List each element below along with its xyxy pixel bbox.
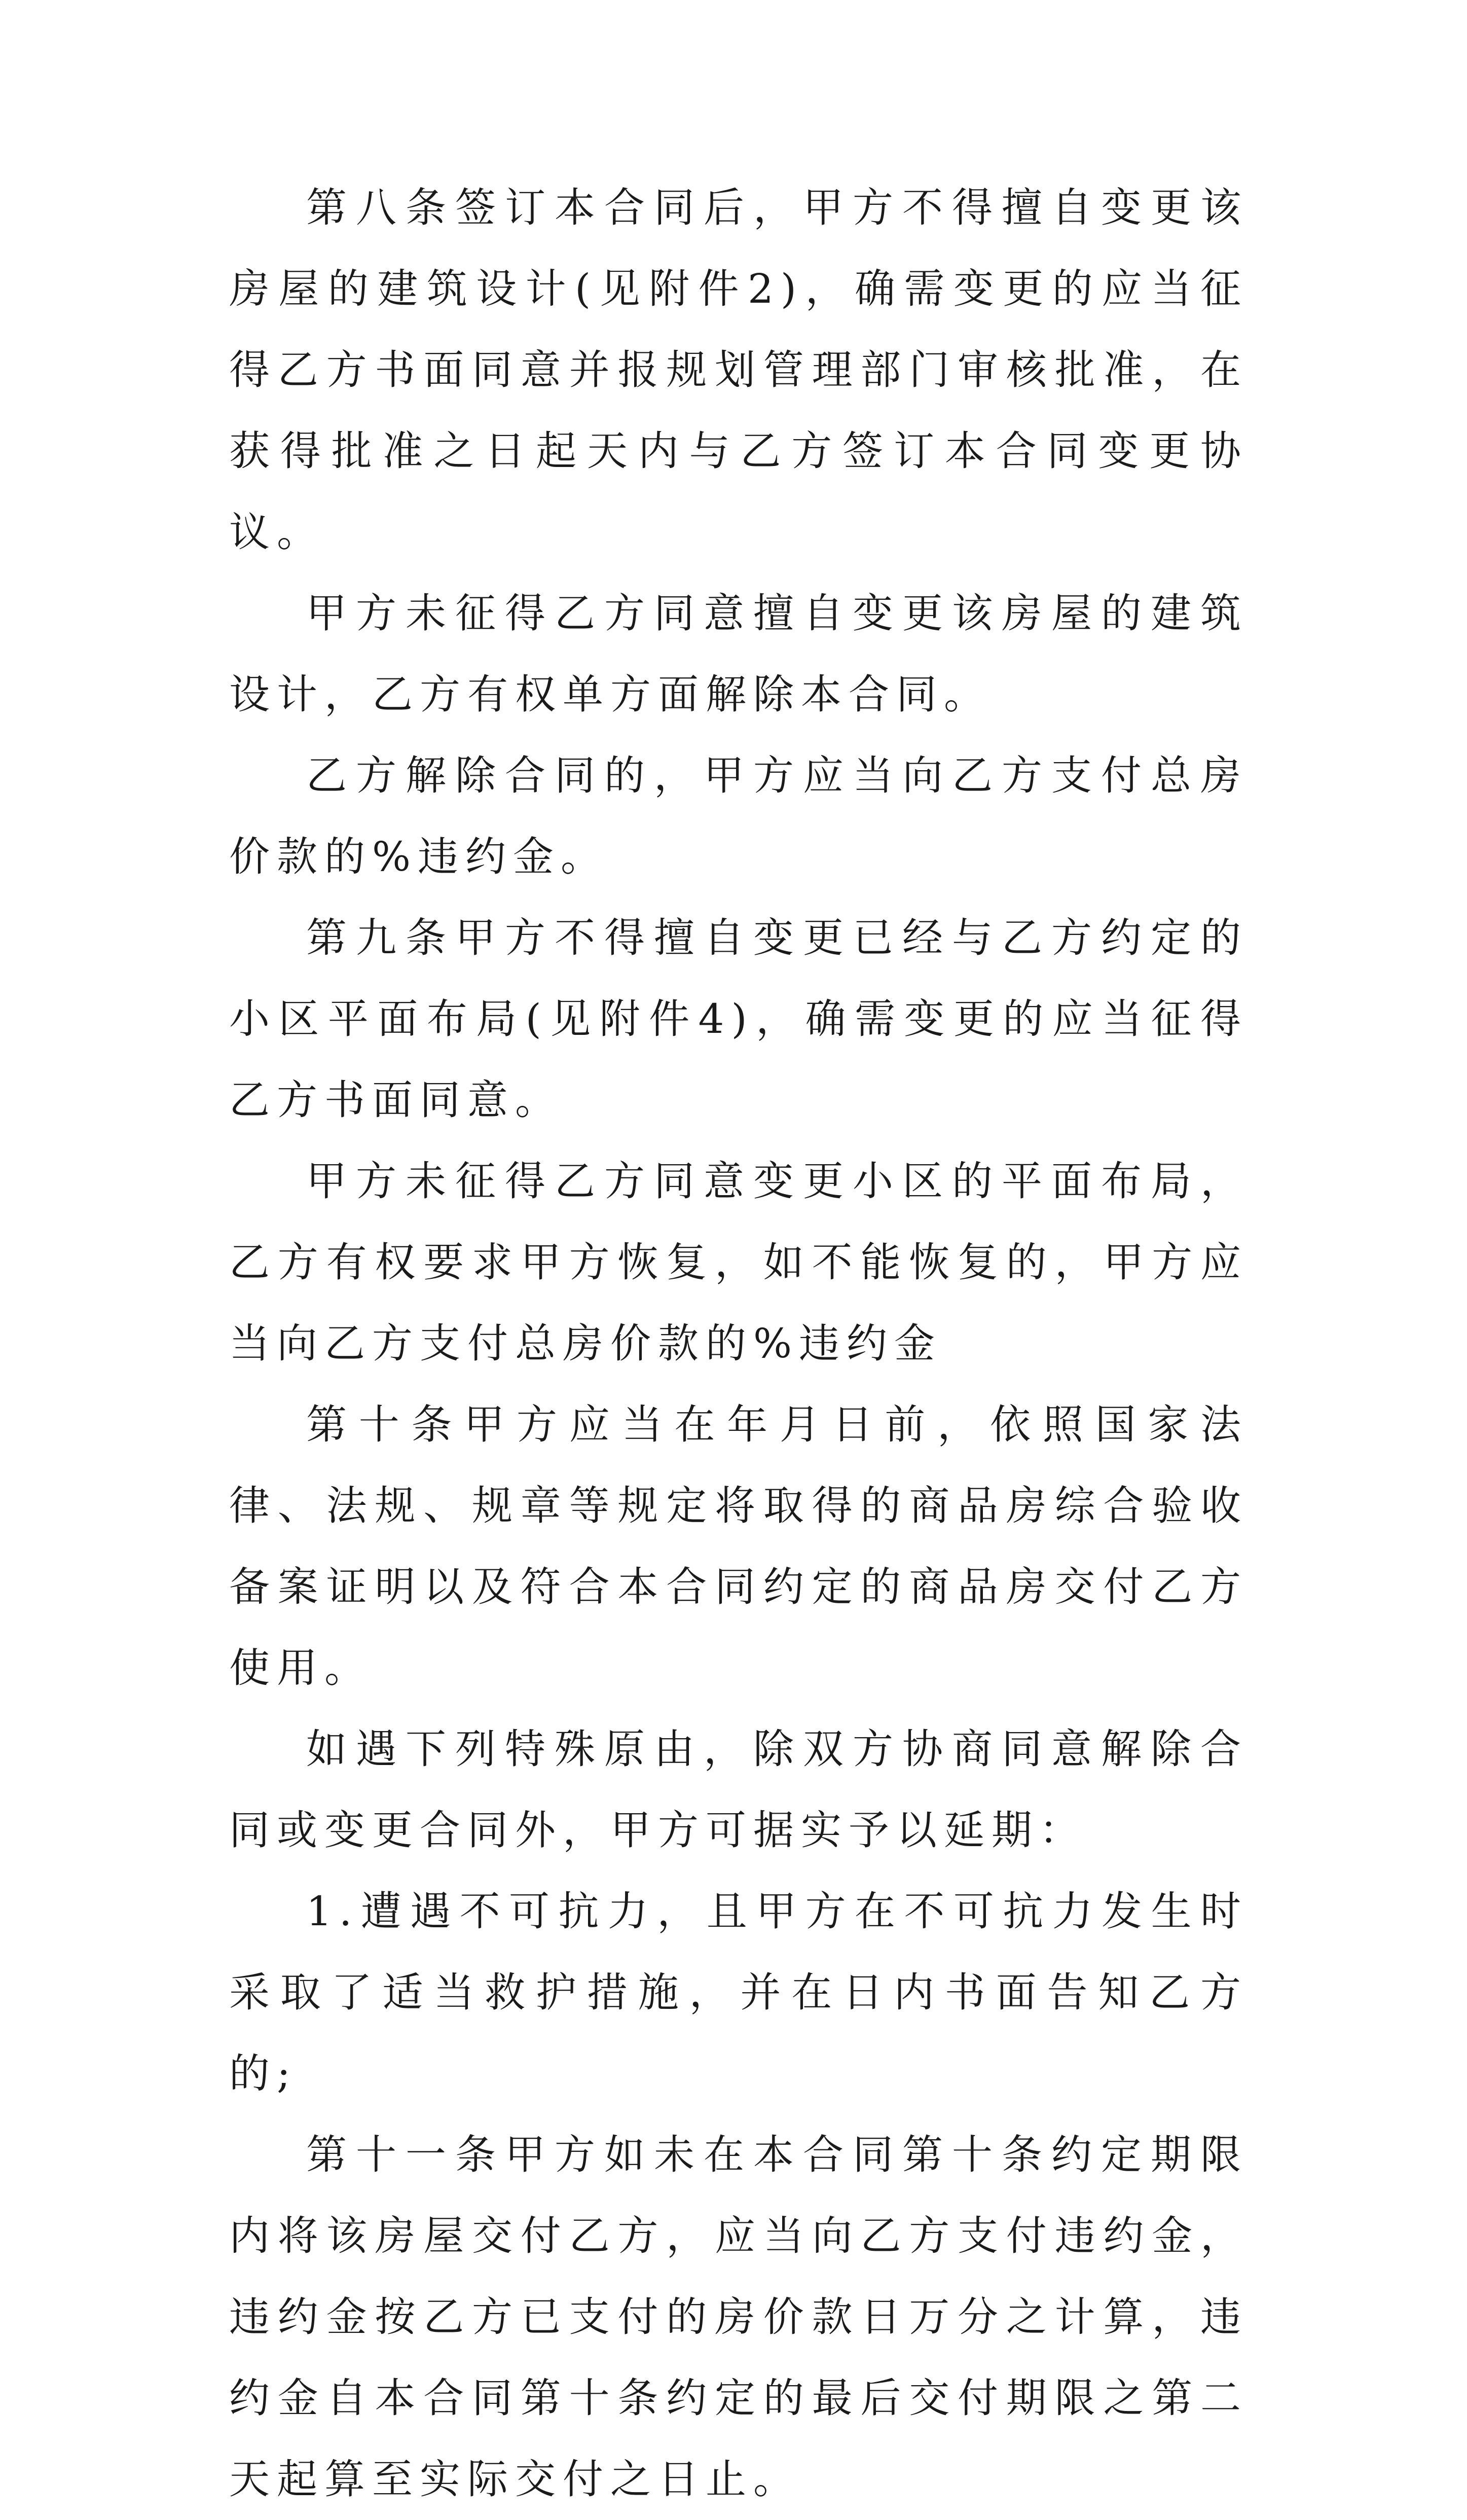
- paragraph-unilateral-termination: 甲方未征得乙方同意擅自变更该房屋的建筑设计，乙方有权单方面解除本合同。: [229, 590, 1248, 718]
- document-body: [229, 167, 1248, 2520]
- paragraph-article-11: 第十一条甲方如未在本合同第十条约定期限内将该房屋交付乙方，应当向乙方支付违约金，违约金按乙方已支付的房价款日万分之计算，违约金自本合同第十条约定的最后交付期限之第二天起算至实际交付之日止。: [229, 2131, 1248, 2503]
- paragraph-force-majeure: 1.遭遇不可抗力，且甲方在不可抗力发生时采取了适当救护措施，并在日内书面告知乙方的;: [229, 1888, 1248, 2097]
- paragraph-article-8: 第八条签订本合同后，甲方不得擅自变更该房屋的建筑设计(见附件2)，确需变更的应当征得乙方书面同意并报规划管理部门审核批准，在获得批准之日起天内与乙方签订本合同变更协议。: [229, 184, 1248, 556]
- paragraph-article-10: 第十条甲方应当在年月日前，依照国家法律、法规、规章等规定将取得的商品房综合验收备案证明以及符合本合同约定的商品房交付乙方使用。: [229, 1401, 1248, 1691]
- paragraph-special-reasons: 如遇下列特殊原由，除双方协商同意解除合同或变更合同外，甲方可据实予以延期：: [229, 1725, 1248, 1854]
- paragraph-layout-restoration: 甲方未征得乙方同意变更小区的平面布局，乙方有权要求甲方恢复，如不能恢复的，甲方应当向乙方支付总房价款的%违约金: [229, 1158, 1248, 1367]
- paragraph-termination-penalty: 乙方解除合同的，甲方应当向乙方支付总房价款的%违约金。: [229, 752, 1248, 880]
- paragraph-article-9: 第九条甲方不得擅自变更已经与乙方约定的小区平面布局(见附件4)，确需变更的应当征得乙方书面同意。: [229, 914, 1248, 1124]
